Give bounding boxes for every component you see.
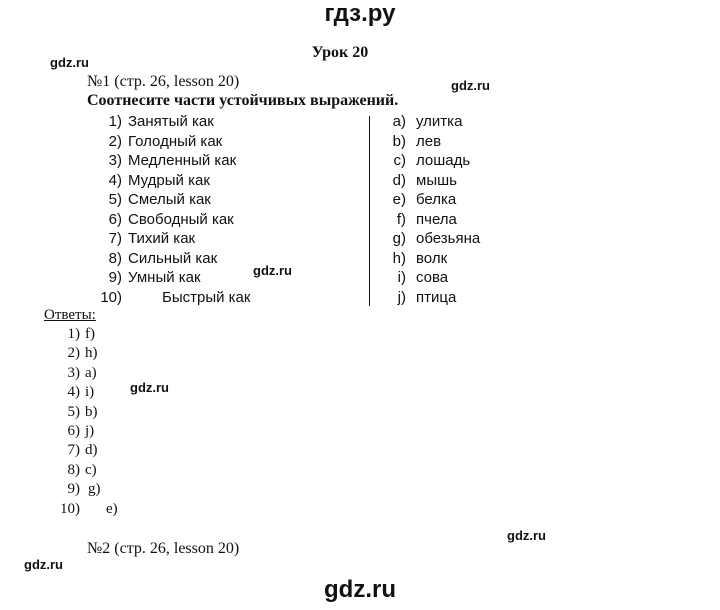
phrase-start-item-number: 7) [108,230,122,247]
phrase-start-item-number: 1) [108,113,122,130]
answer-item [56,462,97,479]
phrase-end-item [390,269,448,286]
phrase-end-item-number: g) [392,230,406,247]
watermark: gdz.ru [507,528,546,543]
phrase-start-item-text: Сильный как [128,249,218,267]
phrase-end-item-text: мышь [416,171,457,189]
answer-number: 1) [67,326,80,342]
phrase-end-item-text: улитка [416,113,463,130]
phrase-end-item-number: b) [392,132,406,150]
lesson-title: Урок 20 [311,44,369,61]
answer-letter: d) [85,442,98,459]
phrase-end-item-text: обезьяна [416,230,481,247]
watermark: gdz.ru [50,55,89,70]
phrase-start-item-number: 6) [108,210,122,228]
phrase-start-item [96,113,214,130]
phrase-end-item-text: сова [416,269,449,286]
phrase-start-item-number: 2) [108,132,122,150]
phrase-end-item-number: d) [392,171,406,189]
phrase-end-item-number: e) [392,191,406,208]
phrase-start-item [96,152,236,169]
phrase-start-item-text: Мудрый как [128,171,210,189]
answer-letter: i) [85,384,95,401]
answer-number: 9) [67,481,80,498]
answer-number: 6) [67,423,80,439]
phrase-start-item [96,250,217,267]
phrase-end-item [390,113,462,130]
watermark: gdz.ru [451,78,490,93]
answer-number: 10) [60,500,80,517]
phrase-start-item [96,230,195,247]
phrase-end-item-number: c) [393,152,406,169]
answer-letter: g) [88,481,101,498]
phrase-start-item [96,133,222,150]
site-header: гдз.ру [324,0,396,27]
answers-label: Ответы: [44,307,96,323]
watermark: gdz.ru [253,263,292,278]
exercise-1-title: №1 (стр. 26, lesson 20) [87,73,240,90]
answer-number: 3) [67,364,80,381]
phrase-start-item-text: Голодный как [128,132,223,150]
phrase-end-item-text: волк [416,249,448,267]
phrase-start-item-number: 4) [108,171,122,189]
answer-item [56,442,98,459]
phrase-end-item-text: птица [416,288,457,306]
phrase-end-item-number: h) [392,249,406,267]
answer-item [56,481,101,498]
answer-number: 4) [67,384,80,401]
phrase-start-item [96,191,211,208]
answer-letter: a) [85,364,97,381]
answer-number: 5) [67,403,80,420]
phrase-start-item-text: Смелый как [128,191,211,208]
answer-number: 7) [67,442,80,459]
phrase-start-item-number: 8) [108,249,122,267]
answer-item [56,404,98,421]
phrase-end-item-number: a) [392,113,406,130]
column-divider [369,116,370,306]
phrase-start-item-text: Быстрый как [162,288,251,306]
answer-item [56,326,95,343]
phrase-start-item-text: Тихий как [128,230,196,247]
phrase-start-item-number: 9) [108,269,122,286]
exercise-1-instruction: Соотнесите части устойчивых выражений. [87,92,399,109]
phrase-end-item [390,152,470,169]
answer-item [56,501,118,518]
phrase-end-item [390,133,441,150]
phrase-end-item-number: j) [397,288,406,306]
phrase-end-item [390,230,480,247]
answer-number: 2) [67,345,80,362]
answer-letter: e) [106,500,118,517]
phrase-end-item [390,191,456,208]
phrase-start-item-text: Занятый как [128,113,214,130]
watermark: gdz.ru [24,557,63,572]
answer-number: 8) [67,461,80,478]
answer-letter: j) [85,423,95,439]
phrase-start-item-number: 3) [108,152,122,169]
phrase-end-item [390,289,456,306]
answer-letter: f) [85,326,95,342]
phrase-end-item-number: i) [397,269,406,286]
answer-item [56,365,97,382]
site-footer: gdz.ru [324,576,396,603]
phrase-start-item-text: Умный как [128,269,201,286]
answer-letter: h) [85,345,98,362]
phrase-start-item-number: 10) [100,288,122,306]
phrase-end-item-text: лев [416,132,442,150]
phrase-start-item-text: Медленный как [128,152,237,169]
phrase-end-item [390,172,457,189]
answer-item [56,423,94,440]
watermark: gdz.ru [130,380,169,395]
answer-item [56,345,98,362]
answer-letter: b) [85,403,98,420]
phrase-end-item-text: белка [416,191,457,208]
phrase-start-item [96,172,210,189]
phrase-start-item-number: 5) [108,191,122,208]
phrase-start-item [96,289,250,306]
phrase-end-item [390,211,457,228]
exercise-2-title: №2 (стр. 26, lesson 20) [87,540,240,557]
phrase-end-item-text: пчела [416,210,457,228]
answer-letter: c) [85,461,97,478]
phrase-end-item [390,250,447,267]
phrase-start-item [96,211,234,228]
phrase-end-item-text: лошадь [416,152,471,169]
phrase-end-item-number: f) [396,210,406,228]
phrase-start-item [96,269,201,286]
phrase-start-item-text: Свободный как [128,210,234,228]
answer-item [56,384,94,401]
